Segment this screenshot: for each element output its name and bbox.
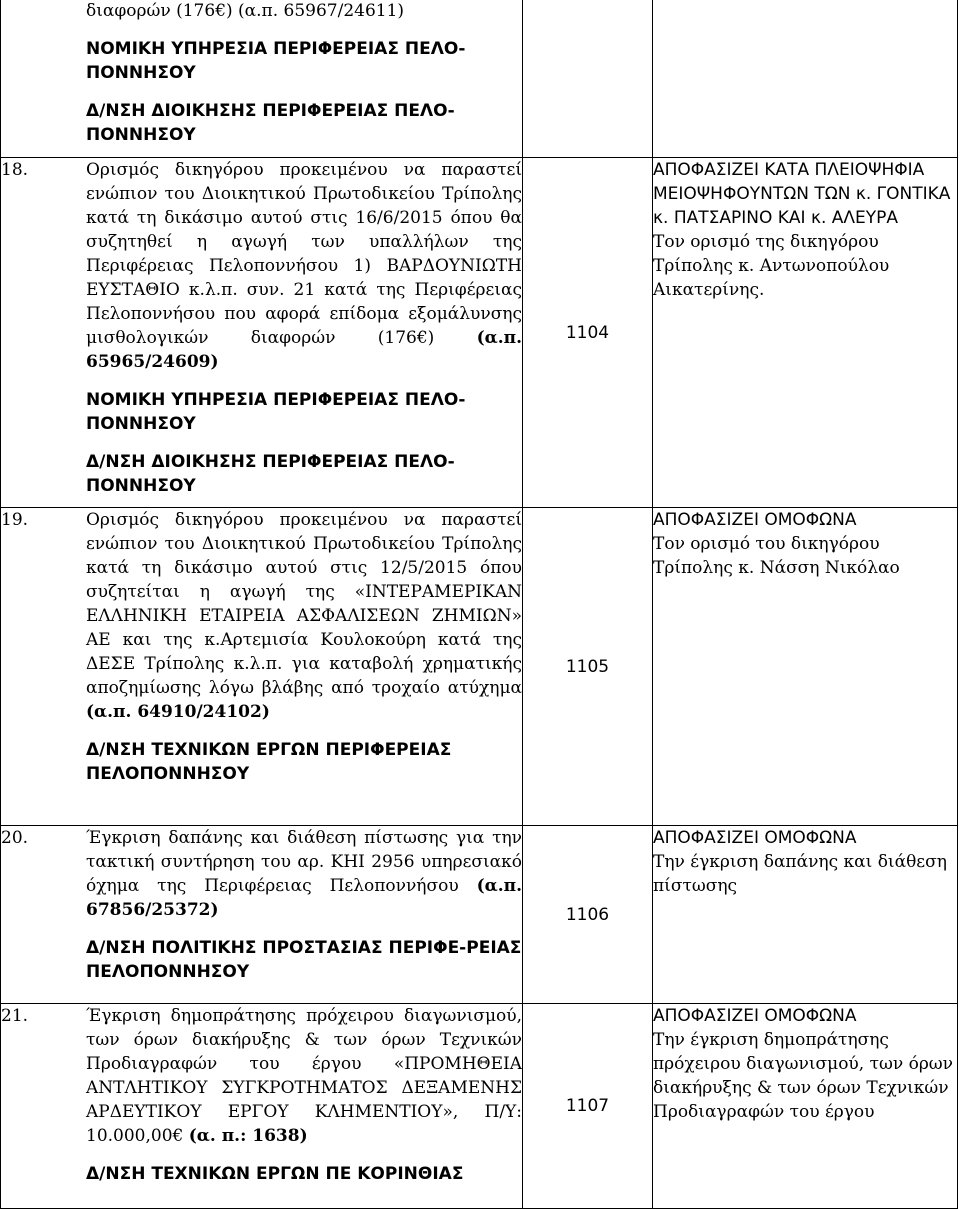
decision-text: Την έγκριση δαπάνης και διάθεση πίστωσης [653, 852, 947, 896]
agenda-item [1, 826, 522, 922]
table-row [1, 1004, 958, 1209]
decision-heading: ΑΠΟΦΑΣΙΖΕΙ ΚΑΤΑ ΠΛΕΙΟΨΗΦΙΑ ΜΕΙΟΨΗΦΟΥΝΤΩΝ ΤΩΝ κ. ΓΟΝΤΙΚΑ κ. ΠΑΤΣΑΡΙΝΟ ΚΑΙ κ. ΑΛΕΥΡΑ [653, 160, 951, 228]
decision-number: 1105 [565, 656, 610, 677]
decision-heading: ΑΠΟΦΑΣΙΖΕΙ ΟΜΟΦΩΝΑ [653, 828, 857, 848]
decision-text: Τον ορισμό του δικηγόρου Τρίπολης κ. Νάσση Νικόλαο [653, 534, 900, 578]
subject-cell [1, 508, 523, 826]
item-number: 21. [1, 1006, 29, 1026]
protocol-number: (α. π.: 1638) [188, 1126, 308, 1146]
decision-number-cell [523, 158, 653, 508]
responsible-service [1, 738, 522, 786]
item-description [86, 1004, 522, 1148]
decision-cell [653, 1004, 958, 1209]
agenda-item [1, 158, 522, 374]
table-row [1, 158, 958, 508]
agenda-item [1, 508, 522, 724]
decision-cell [653, 158, 958, 508]
decision-cell [653, 508, 958, 826]
item-description [86, 508, 522, 724]
table-row [1, 0, 958, 158]
item-text: Ορισμός δικηγόρου προκειμένου να παραστεί ενώπιον του Διοικητικού Πρωτοδικείου Τρίπολης κατά τη δικάσιμο αυτού στις 12/5/2015 όπου συζητείται η αγωγή της «ΙΝΤΕΡΑΜΕΡΙΚΑΝ ΕΛΛΗΝΙΚΗ ΕΤΑΙΡΕΙΑ ΑΣΦΑΛΙΣΕΩΝ ΖΗΜΙΩΝ» ΑΕ και της κ.Αρτεμισία Κουλοκούρη κατά της ΔΕΣΕ Τρίπολης κ.λ.π. για καταβολή χρηματικής αποζημίωσης λόγω βλάβης από τροχαίο ατύχημα [86, 510, 522, 698]
subject-cell [1, 0, 523, 158]
decision-number: 1107 [565, 1096, 610, 1116]
subject-cell [1, 826, 523, 1004]
responsible-service [1, 936, 522, 984]
item-number: 18. [1, 160, 29, 180]
decision-number-cell [523, 1004, 653, 1209]
item-text: Ορισμός δικηγόρου προκειμένου να παραστεί ενώπιον του Διοικητικού Πρωτοδικείου Τρίπολης κατά τη δικάσιμο αυτού στις 16/6/2015 όπου θα συζητηθεί η αγωγή των υπαλλήλων της Περιφέρειας Πελοποννήσου 1) ΒΑΡΔΟΥΝΙΩΤΗ ΕΥΣΤΑΘΙΟ κ.λ.π. συν. 21 κατά της Περιφέρειας Πελοποννήσου που αφορά επίδομα εξομάλυνσης μισθολογικών διαφορών (176€) [86, 160, 522, 348]
subject-cell [1, 158, 523, 508]
department-heading: Δ/ΝΣΗ ΔΙΟΙΚΗΣΗΣ ΠΕΡΙΦΕΡΕΙΑΣ ΠΕΛΟ-ΠΟΝΝΗΣΟΥ [86, 101, 455, 145]
decision-number-cell [523, 826, 653, 1004]
table-row [1, 826, 958, 1004]
item-description-tail: διαφορών (176€) (α.π. 65967/24611) [86, 1, 405, 21]
department-heading: Δ/ΝΣΗ ΠΟΛΙΤΙΚΗΣ ΠΡΟΣΤΑΣΙΑΣ ΠΕΡΙΦΕ-ΡΕΙΑΣ ΠΕΛΟΠΟΝΝΗΣΟΥ [86, 938, 522, 982]
agenda-item [1, 1004, 522, 1148]
decision-text: Την έγκριση δημοπράτησης πρόχειρου διαγωνισμού, των όρων διακήρυξης & των όρων Τεχνικών Προδιαγραφών του έργου [653, 1030, 954, 1122]
decision-cell [653, 826, 958, 1004]
item-text: Έγκριση δημοπράτησης πρόχειρου διαγωνισμού, των όρων διακήρυξης & των όρων Τεχνικών Προδιαγραφών του έργου «ΠΡΟΜΗΘΕΙΑ ΑΝΤΛΗΤΙΚΟΥ ΣΥΓΚΡΟΤΗΜΑΤΟΣ ΔΕΞΑΜΕΝΗΣ ΑΡΔΕΥΤΙΚΟΥ ΕΡΓΟΥ ΚΛΗΜΕΝΤΙΟΥ», Π/Υ: 10.000,00€ [86, 1006, 522, 1146]
responsible-service [1, 37, 522, 147]
decision-cell [653, 0, 958, 158]
subject-cell [1, 1004, 523, 1209]
decision-text: Τον ορισμό της δικηγόρου Τρίπολης κ. Αντωνοπούλου Αικατερίνης. [653, 232, 890, 300]
responsible-service [1, 388, 522, 498]
protocol-number: (α.π. 64910/24102) [86, 702, 270, 722]
item-description [86, 826, 522, 922]
responsible-service [1, 1162, 522, 1186]
item-number: 20. [1, 828, 29, 848]
department-heading: ΝΟΜΙΚΗ ΥΠΗΡΕΣΙΑ ΠΕΡΙΦΕΡΕΙΑΣ ΠΕΛΟ-ΠΟΝΝΗΣΟΥ [86, 39, 466, 83]
decision-heading: ΑΠΟΦΑΣΙΖΕΙ ΟΜΟΦΩΝΑ [653, 510, 857, 530]
department-heading: Δ/ΝΣΗ ΤΕΧΝΙΚΩΝ ΕΡΓΩΝ ΠΕ ΚΟΡΙΝΘΙΑΣ [86, 1164, 464, 1184]
department-heading: ΝΟΜΙΚΗ ΥΠΗΡΕΣΙΑ ΠΕΡΙΦΕΡΕΙΑΣ ΠΕΛΟ-ΠΟΝΝΗΣΟΥ [86, 390, 466, 434]
protocol-number: (α.π. 67856/25372) [86, 876, 522, 920]
item-number: 19. [1, 510, 29, 530]
protocol-number: (α.π. 65965/24609) [86, 328, 523, 372]
table-row [1, 508, 958, 826]
decision-number-cell [523, 0, 653, 158]
decision-number: 1104 [565, 322, 610, 343]
department-heading: Δ/ΝΣΗ ΔΙΟΙΚΗΣΗΣ ΠΕΡΙΦΕΡΕΙΑΣ ΠΕΛΟ-ΠΟΝΝΗΣΟΥ [86, 452, 455, 496]
decision-number-cell [523, 508, 653, 826]
item-text: Έγκριση δαπάνης και διάθεση πίστωσης για την τακτική συντήρηση του αρ. ΚΗΙ 2956 υπηρεσιακό όχημα της Περιφέρειας Πελοποννήσου [86, 828, 522, 896]
decision-number: 1106 [565, 904, 610, 925]
item-description [86, 158, 522, 374]
department-heading: Δ/ΝΣΗ ΤΕΧΝΙΚΩΝ ΕΡΓΩΝ ΠΕΡΙΦΕΡΕΙΑΣ ΠΕΛΟΠΟΝΝΗΣΟΥ [86, 740, 452, 784]
decision-heading: ΑΠΟΦΑΣΙΖΕΙ ΟΜΟΦΩΝΑ [653, 1006, 857, 1026]
